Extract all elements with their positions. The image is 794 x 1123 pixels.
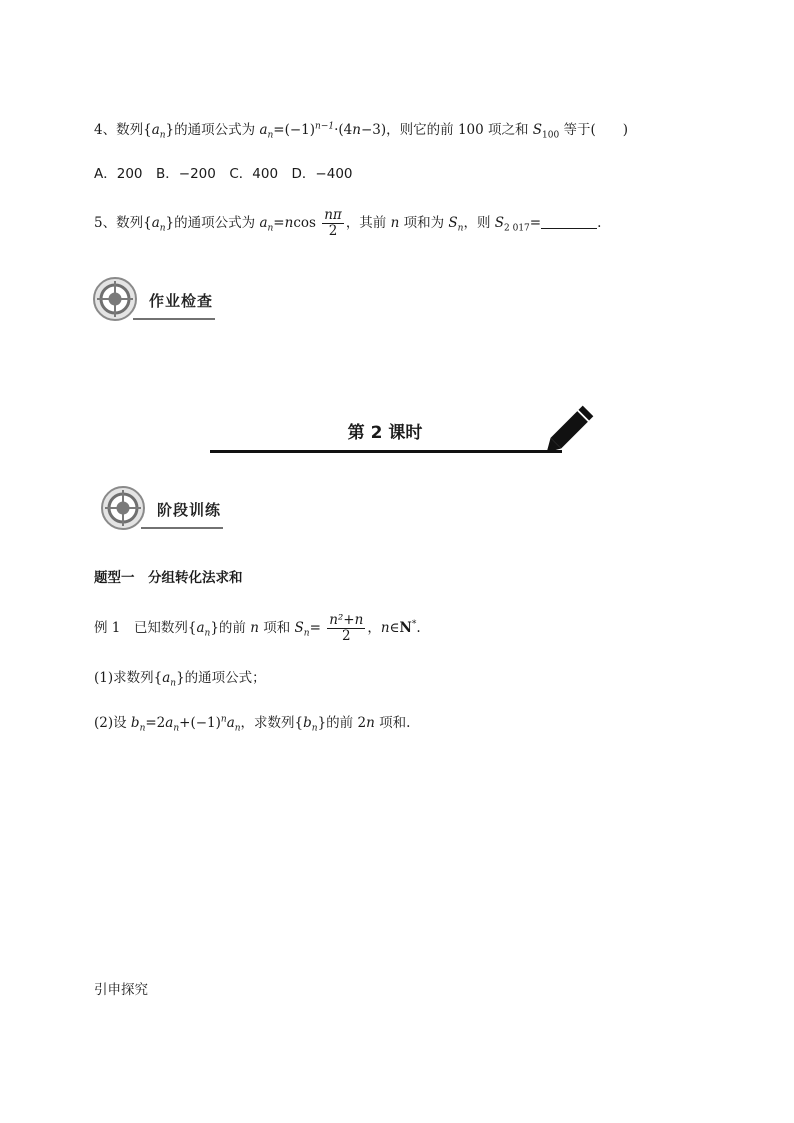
- badge-label: 作业检查: [149, 292, 214, 310]
- pencil-icon: [544, 402, 596, 456]
- question-4-options: A．200 B．−200 C．400 D．−400: [94, 166, 353, 182]
- answer-blank[interactable]: [541, 214, 597, 229]
- part-2: (2)设 $b_n=2a_n+(-1)^na_n$，求数列$\{b_n\}$的前 2n 项和.: [94, 714, 411, 734]
- section-title: 题型一 分组转化法求和: [94, 570, 243, 586]
- homework-check-badge: [93, 277, 218, 323]
- question-4: 4、数列$\{a_n\}$的通项公式为 $a_n=(-1)^{n-1}\cdot(4n-3)$，则它的前 100 项之和 $S_{100}$ 等于( ): [94, 121, 629, 141]
- stage-training-badge: [101, 486, 226, 532]
- heading-underline: [210, 450, 562, 453]
- example-1: 例 1 已知数列$\{a_n\}$的前 n 项和 $S_n=$ $\frac{\text{n²+n}}{2}$ ，n∈N*.: [94, 612, 421, 644]
- question-5: 5、数列$\{a_n\}$的通项公式为 $a_n=ncos$ $\frac{n\pi}{2}$ ，其前 n 项和为 $S_n$，则 $S_{2 017}=$ .: [94, 207, 602, 239]
- badge-label: 阶段训练: [157, 501, 222, 519]
- lesson-heading: 第 2 课时: [347, 423, 423, 443]
- extension-label: 引申探究: [94, 982, 148, 998]
- fraction-n-pi-over-2: $\frac{n\pi}{2}$: [324, 207, 342, 239]
- fraction-n2-plus-n-over-2: $\frac{\text{n²+n}}{2}$: [329, 612, 364, 644]
- part-1: (1)求数列$\{a_n\}$的通项公式；: [94, 670, 266, 689]
